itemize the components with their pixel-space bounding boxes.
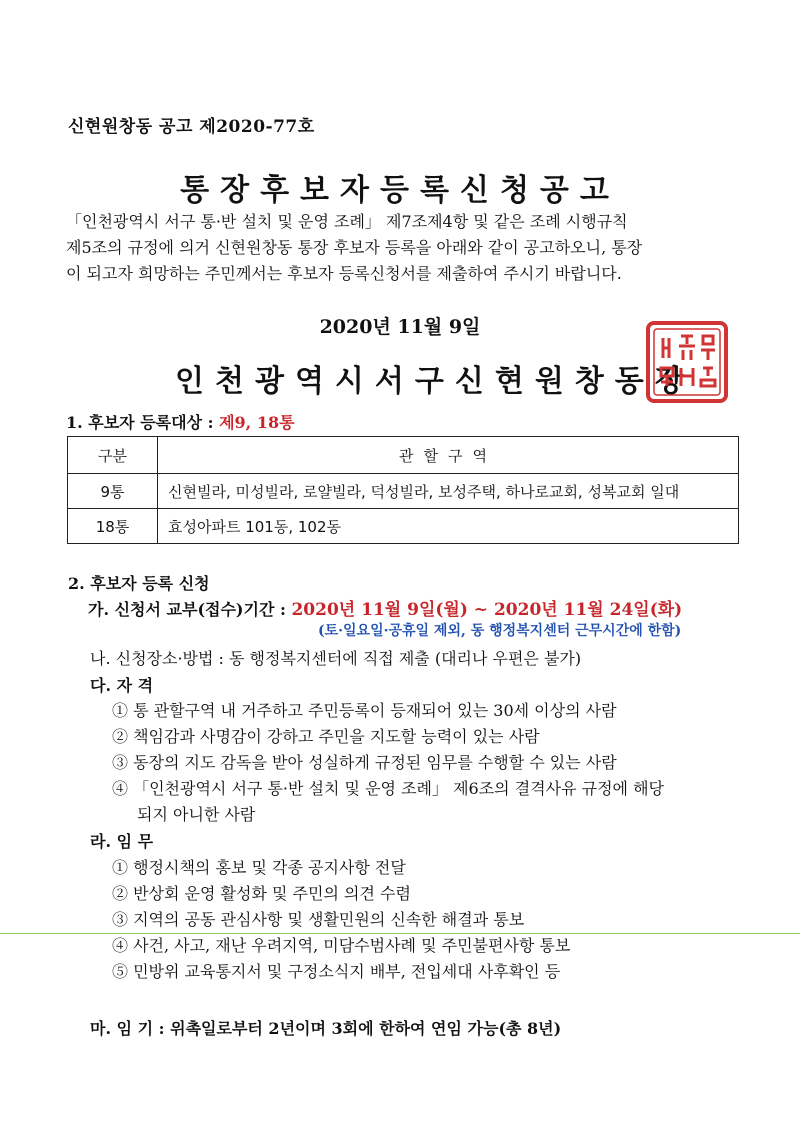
qualification-item: ③ 동장의 지도 감독을 받아 성실하게 규정된 임무를 수행할 수 있는 사람 — [112, 753, 617, 772]
duty-item: ② 반상회 운영 활성화 및 주민의 의견 수렴 — [112, 884, 411, 903]
notice-date: 2020년 11월 9일 — [319, 316, 481, 338]
duty-item: ① 행정시책의 홍보 및 각종 공지사항 전달 — [112, 858, 406, 877]
issuing-authority: 인천광역시서구신현원창동장 — [175, 364, 695, 399]
table-cell-unit: 18통 — [68, 509, 158, 544]
table-row — [68, 474, 739, 509]
table-cell-area: 신현빌라, 미성빌라, 로얄빌라, 덕성빌라, 보성주택, 하나로교회, 성복교회 일대 — [158, 474, 739, 509]
section1-target: 제9, 18통 — [219, 413, 295, 432]
qualification-item: ① 통 관할구역 내 거주하고 주민등록이 등재되어 있는 30세 이상의 사람 — [112, 701, 617, 720]
table-cell-unit: 9통 — [68, 474, 158, 509]
notice-number: 신현원창동 공고 제2020-77호 — [68, 117, 315, 137]
official-seal-icon — [645, 320, 729, 404]
section1-heading — [66, 410, 295, 433]
table-header-row — [68, 437, 739, 474]
term-line: 마. 임 기 : 위촉일로부터 2년이며 3회에 한하여 연임 가능(총 8년) — [90, 1019, 562, 1038]
qualification-item: ② 책임감과 사명감이 강하고 주민을 지도할 능력이 있는 사람 — [112, 727, 540, 746]
duty-heading: 라. 임 무 — [90, 832, 154, 851]
qualification-heading: 다. 자 격 — [90, 676, 154, 695]
qualification-item: ④ 「인천광역시 서구 통·반 설치 및 운영 조례」 제6조의 결격사유 규정에 해당 — [112, 779, 664, 798]
page-title: 통장후보자등록신청공고 — [180, 173, 620, 208]
intro-line-1: 「인천광역시 서구 통·반 설치 및 운영 조례」 제7조제4항 및 같은 조례 시행규칙 — [66, 212, 628, 231]
duty-item: ④ 사건, 사고, 재난 우려지역, 미담수범사례 및 주민불편사항 통보 — [112, 936, 571, 955]
period-note: (토·일요일·공휴일 제외, 동 행정복지센터 근무시간에 한함) — [318, 623, 682, 639]
qualification-item-continued: 되지 아니한 사람 — [137, 805, 256, 824]
period-label: 가. 신청서 교부(접수)기간 : — [88, 600, 286, 619]
intro-line-3: 이 되고자 희망하는 주민께서는 후보자 등록신청서를 제출하여 주시기 바랍니다. — [66, 264, 622, 283]
table-header-unit: 구분 — [68, 437, 158, 474]
period-value: 2020년 11월 9일(월) ~ 2020년 11월 24일(화) — [291, 600, 683, 620]
scan-artifact-line — [0, 933, 800, 934]
table-header-area: 관할구역 — [158, 437, 739, 474]
application-method: 나. 신청장소·방법 : 동 행정복지센터에 직접 제출 (대리나 우편은 불가) — [90, 649, 582, 668]
intro-line-2: 제5조의 규정에 의거 신현원창동 통장 후보자 등록을 아래와 같이 공고하오니, 통장 — [66, 238, 643, 257]
section2-heading: 2. 후보자 등록 신청 — [68, 574, 210, 593]
table-row — [68, 509, 739, 544]
section1-label: 1. 후보자 등록대상 : — [66, 413, 214, 432]
duty-item: ③ 지역의 공동 관심사항 및 생활민원의 신속한 해결과 통보 — [112, 910, 525, 929]
table-cell-area: 효성아파트 101동, 102동 — [158, 509, 739, 544]
duty-item: ⑤ 민방위 교육통지서 및 구정소식지 배부, 전입세대 사후확인 등 — [112, 962, 561, 981]
application-period — [88, 595, 682, 620]
jurisdiction-table — [67, 436, 739, 544]
